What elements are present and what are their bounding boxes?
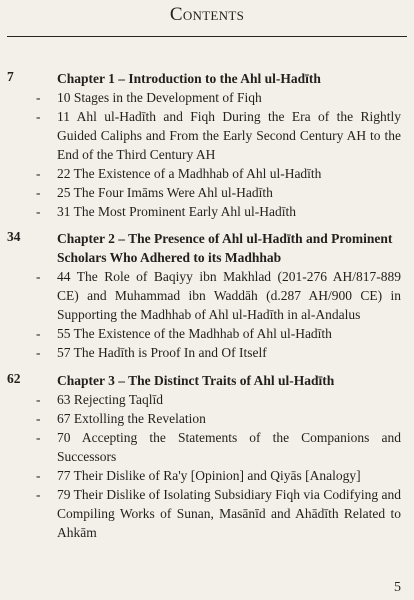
entry-text: 11 Ahl ul-Hadīth and Fiqh During the Era of the Rightly Guided Caliphs and From the Early Second Century AH to the End of the Third Century AH [57, 109, 401, 162]
dash-marker: - [36, 185, 41, 200]
entry-text: 77 Their Dislike of Ra'y [Opinion] and Qiyās [Analogy] [57, 468, 361, 483]
dash-marker: - [36, 430, 41, 445]
page-title: Contents [169, 4, 245, 25]
toc-entry [0, 107, 414, 164]
toc-entry [0, 202, 414, 221]
entry-text: 55 The Existence of the Madhhab of Ahl ul-Hadīth [57, 326, 332, 341]
chapter-2-entries [0, 267, 414, 362]
toc-entry [0, 428, 414, 466]
page-number: 5 [394, 580, 401, 595]
dash-marker: - [36, 109, 41, 124]
dash-marker: - [36, 90, 41, 105]
toc-entry [0, 267, 414, 324]
dash-marker: - [36, 392, 41, 407]
dash-marker: - [36, 204, 41, 219]
dash-marker: - [36, 166, 41, 181]
chapter-3-entries [0, 390, 414, 542]
chapter-1-entries [0, 88, 414, 221]
chapter-title: Chapter 2 – The Presence of Ahl ul-Hadīth and Prominent Scholars Who Adhered to its Madhhab [57, 231, 393, 265]
toc-entry [0, 343, 414, 362]
entry-text: 10 Stages in the Development of Fiqh [57, 90, 262, 105]
toc-entry [0, 324, 414, 343]
entry-text: 44 The Role of Baqiyy ibn Makhlad (201-276 AH/817-889 CE) and Muhammad ibn Waddāh (d.287 AH/900 CE) in Supporting the Madhhab of Ahl ul-Hadīth in al-Andalus [57, 269, 401, 322]
entry-text: 63 Rejecting Taqlīd [57, 392, 164, 407]
entry-text: 31 The Most Prominent Early Ahl ul-Hadīth [57, 204, 296, 219]
chapter-title: Chapter 1 – Introduction to the Ahl ul-Hadīth [57, 71, 321, 86]
entry-text: 79 Their Dislike of Isolating Subsidiary Fiqh via Codifying and Compiling Works of Sunan, Masānīd and Ahādīth Related to Ahkām [57, 487, 401, 540]
toc-entry [0, 485, 414, 542]
dash-marker: - [36, 345, 41, 360]
toc-entry [0, 164, 414, 183]
entry-text: 57 The Hadīth is Proof In and Of Itself [57, 345, 267, 360]
entry-text: 22 The Existence of a Madhhab of Ahl ul-Hadīth [57, 166, 322, 181]
chapter-page-number: 34 [7, 229, 21, 244]
entry-text: 25 The Four Imāms Were Ahl ul-Hadīth [57, 185, 273, 200]
dash-marker: - [36, 487, 41, 502]
dash-marker: - [36, 411, 41, 426]
dash-marker: - [36, 326, 41, 341]
chapter-title: Chapter 3 – The Distinct Traits of Ahl ul-Hadīth [57, 373, 335, 388]
chapter-page-number: 7 [7, 69, 14, 84]
toc-entry [0, 88, 414, 107]
entry-text: 70 Accepting the Statements of the Companions and Successors [57, 430, 401, 464]
toc-entry [0, 390, 414, 409]
toc-entry [0, 409, 414, 428]
chapter-page-number: 62 [7, 371, 21, 386]
toc-entry [0, 466, 414, 485]
entry-text: 67 Extolling the Revelation [57, 411, 206, 426]
dash-marker: - [36, 269, 41, 284]
toc-entry [0, 183, 414, 202]
dash-marker: - [36, 468, 41, 483]
heading-rule [7, 36, 407, 37]
